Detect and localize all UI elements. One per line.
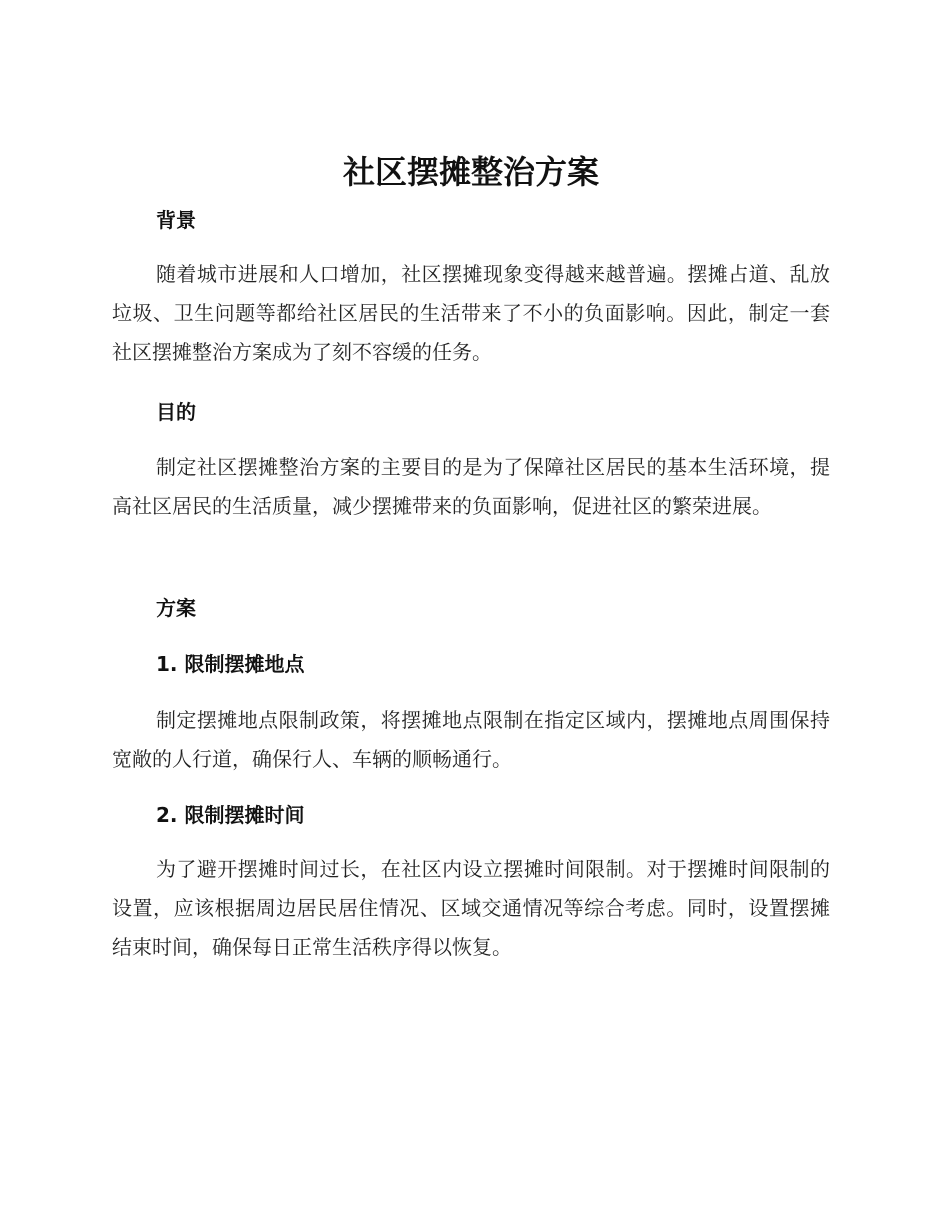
plan-item-heading-time: 2. 限制摆摊时间 [156, 803, 305, 827]
plan-item-heading-location: 1. 限制摆摊地点 [156, 652, 305, 676]
section-text-background: 随着城市进展和人口增加，社区摆摊现象变得越来越普遍。摆摊占道、乱放垃圾、卫生问题等都给社区居民的生活带来了不小的负面影响。因此，制定一套社区摆摊整治方案成为了刻不容缓的任务。 [112, 262, 830, 364]
section-heading-plan: 方案 [156, 596, 196, 620]
section-text-purpose: 制定社区摆摊整治方案的主要目的是为了保障社区居民的基本生活环境，提高社区居民的生活质量，减少摆摊带来的负面影响，促进社区的繁荣进展。 [112, 455, 830, 518]
document-title: 社区摆摊整治方案 [342, 153, 599, 191]
section-heading-background: 背景 [156, 208, 196, 232]
plan-item-text-time: 为了避开摆摊时间过长，在社区内设立摆摊时间限制。对于摆摊时间限制的设置，应该根据周边居民居住情况、区域交通情况等综合考虑。同时，设置摆摊结束时间，确保每日正常生活秩序得以恢复。 [112, 857, 830, 959]
section-heading-purpose: 目的 [156, 400, 196, 424]
plan-item-text-location: 制定摆摊地点限制政策，将摆摊地点限制在指定区域内，摆摊地点周围保持宽敞的人行道，确保行人、车辆的顺畅通行。 [112, 708, 830, 771]
